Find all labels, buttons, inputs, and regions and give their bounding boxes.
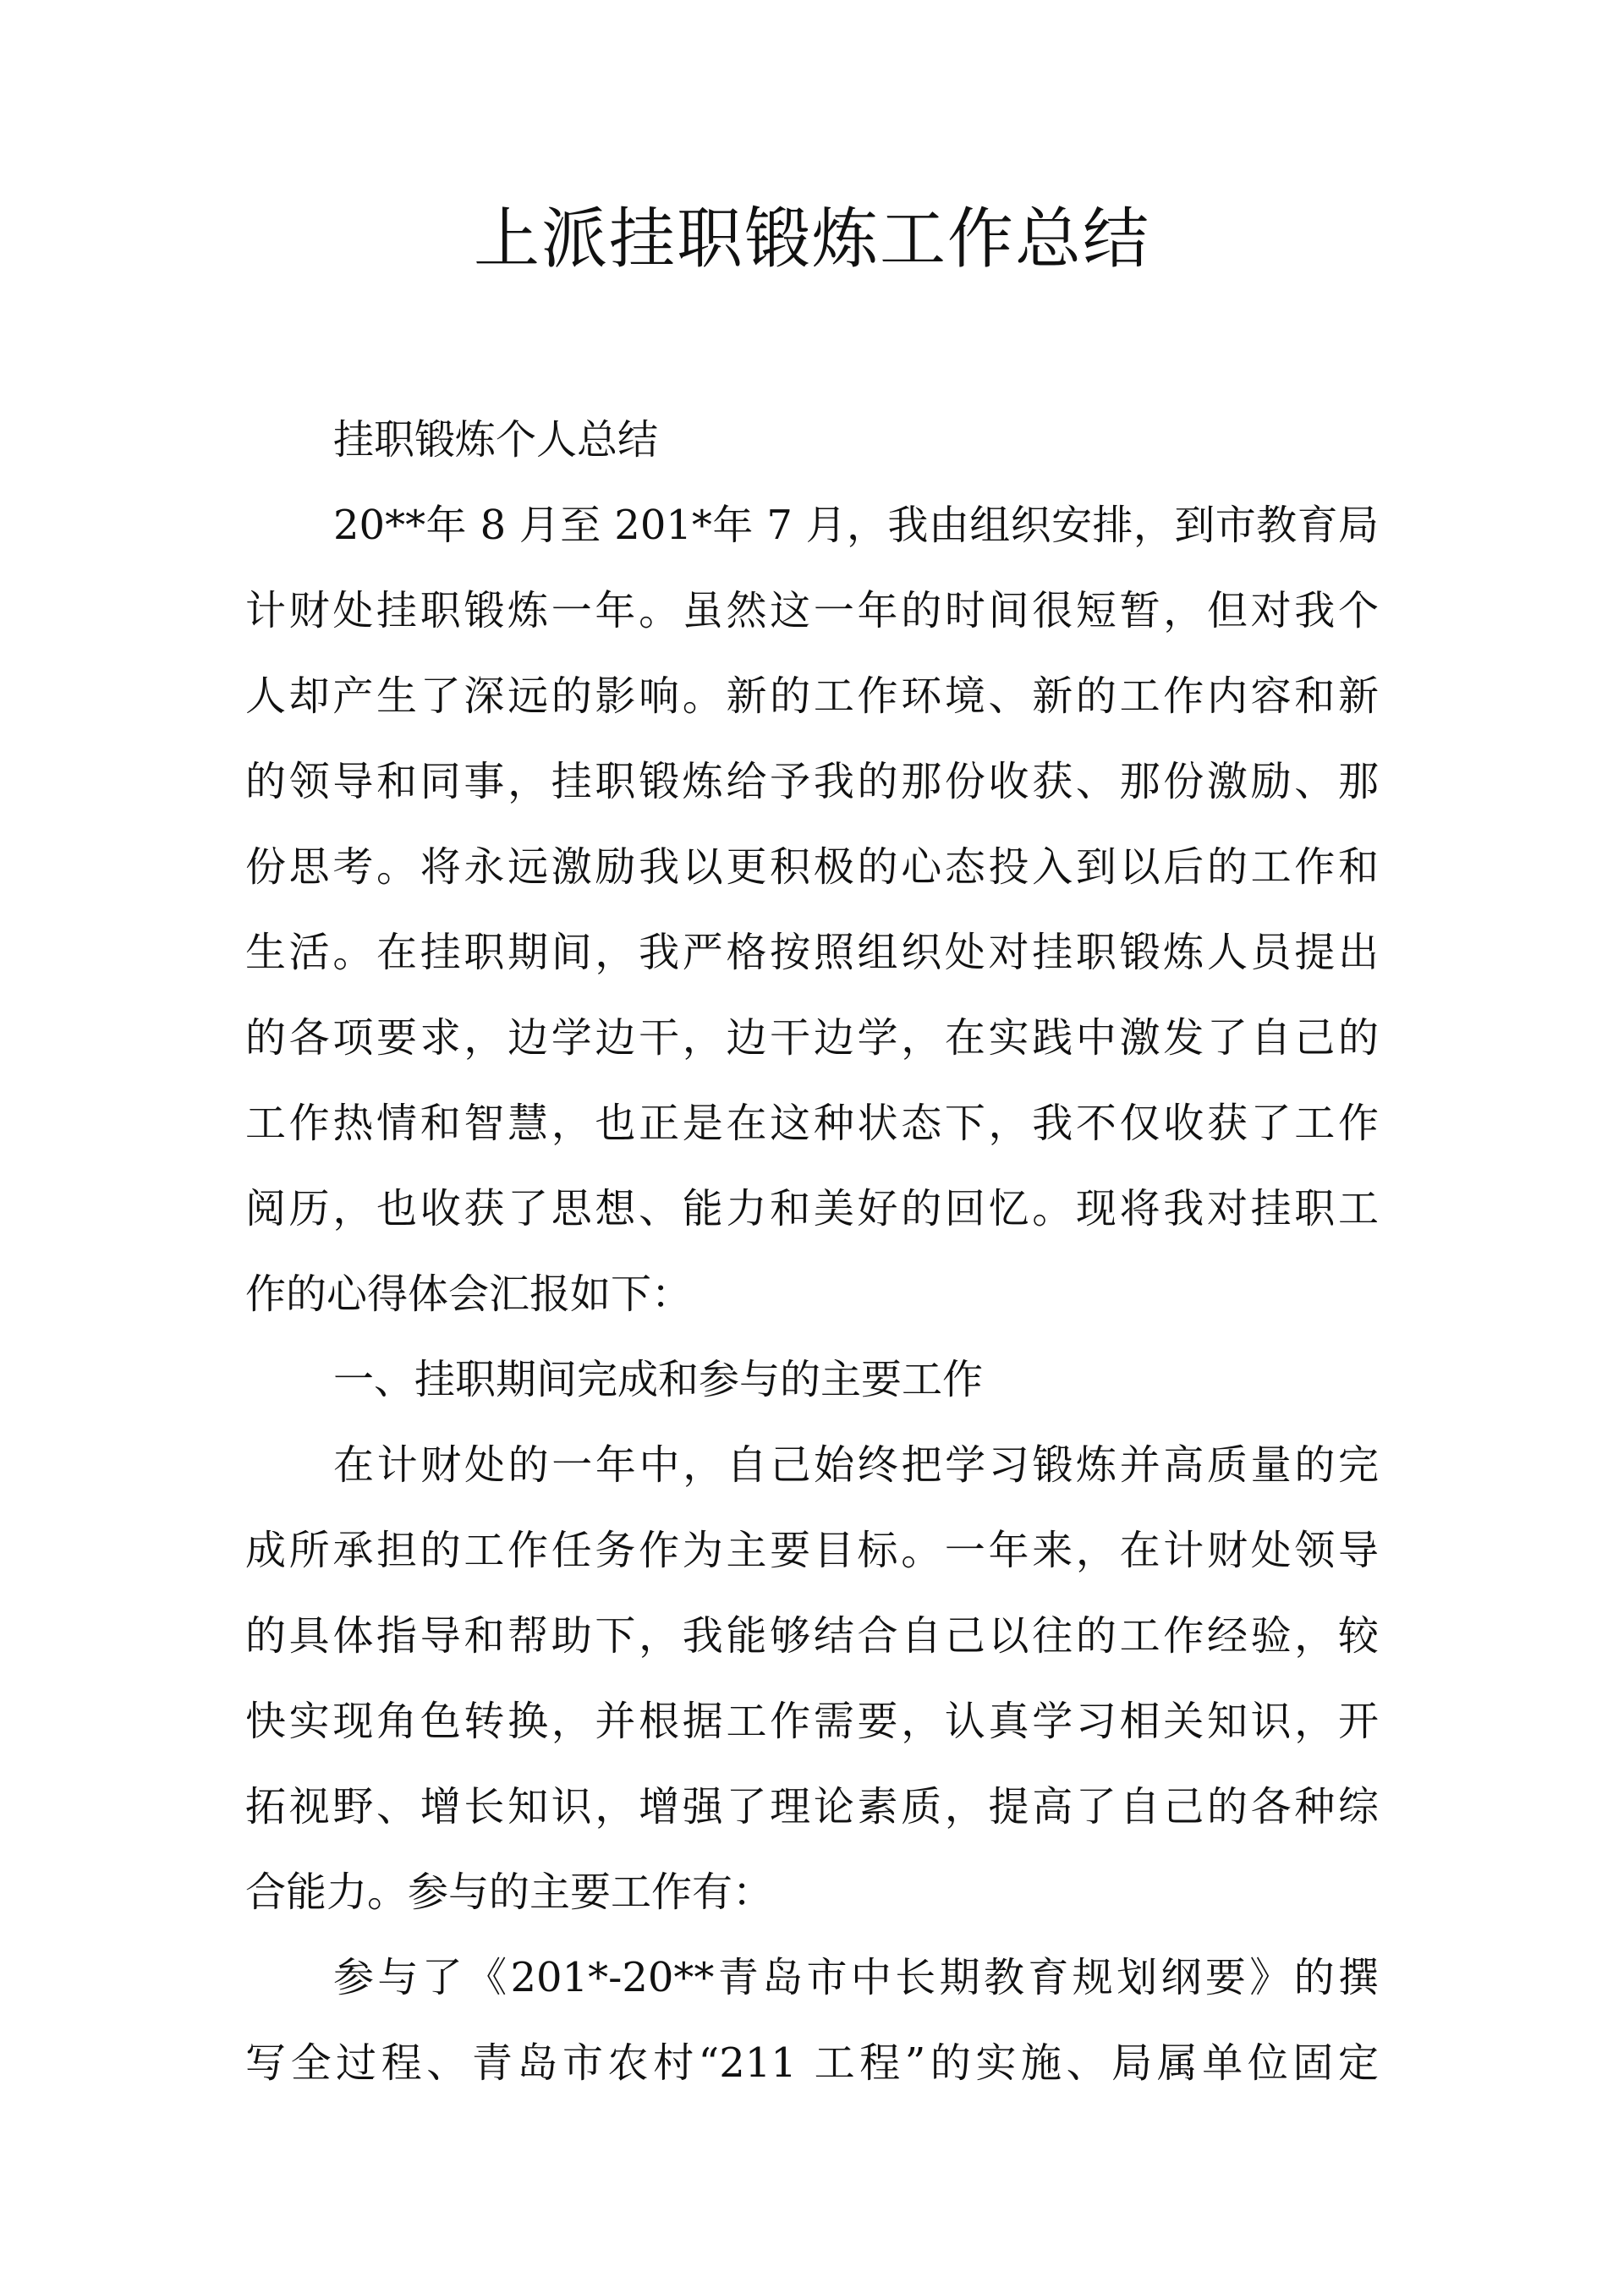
- text-line: 作的心得体会汇报如下：: [245, 1270, 693, 1318]
- text-line: 份思考。将永远激励我以更积极的心态投入到以后的工作和: [245, 843, 1379, 891]
- text-line: 计财处挂职锻炼一年。虽然这一年的时间很短暂，但对我个: [245, 587, 1379, 634]
- text-line: 的领导和同事，挂职锻炼给予我的那份收获、那份激励、那: [245, 758, 1379, 805]
- text-line: 挂职锻炼个人总结: [333, 416, 659, 464]
- text-line: 快实现角色转换，并根据工作需要，认真学习相关知识，开: [245, 1698, 1379, 1745]
- text-line: 参与了《201*-20**青岛市中长期教育规划纲要》的撰: [333, 1954, 1379, 2001]
- text-line: 生活。在挂职期间，我严格按照组织处对挂职锻炼人员提出: [245, 929, 1379, 976]
- document-body: [245, 398, 1379, 2106]
- text-line: 在计财处的一年中，自己始终把学习锻炼并高质量的完: [333, 1441, 1379, 1489]
- document-title: 上派挂职锻炼工作总结: [473, 201, 1150, 277]
- text-line: 人却产生了深远的影响。新的工作环境、新的工作内容和新: [245, 672, 1379, 720]
- text-line: 一、挂职期间完成和参与的主要工作: [333, 1356, 984, 1403]
- text-line: 工作热情和智慧，也正是在这种状态下，我不仅收获了工作: [245, 1100, 1379, 1147]
- text-line: 合能力。参与的主要工作有：: [245, 1869, 774, 1916]
- text-line: 阅历，也收获了思想、能力和美好的回忆。现将我对挂职工: [245, 1185, 1379, 1232]
- text-line: 成所承担的工作任务作为主要目标。一年来，在计财处领导: [245, 1527, 1379, 1574]
- text-line: 的各项要求，边学边干，边干边学，在实践中激发了自己的: [245, 1014, 1379, 1062]
- text-line: 的具体指导和帮助下，我能够结合自己以往的工作经验，较: [245, 1612, 1379, 1660]
- text-line: 写全过程、青岛市农村“211 工程”的实施、局属单位固定: [245, 2039, 1379, 2087]
- text-line: 20**年 8 月至 201*年 7 月，我由组织安排，到市教育局: [333, 502, 1379, 549]
- text-line: 拓视野、增长知识，增强了理论素质，提高了自己的各种综: [245, 1783, 1379, 1830]
